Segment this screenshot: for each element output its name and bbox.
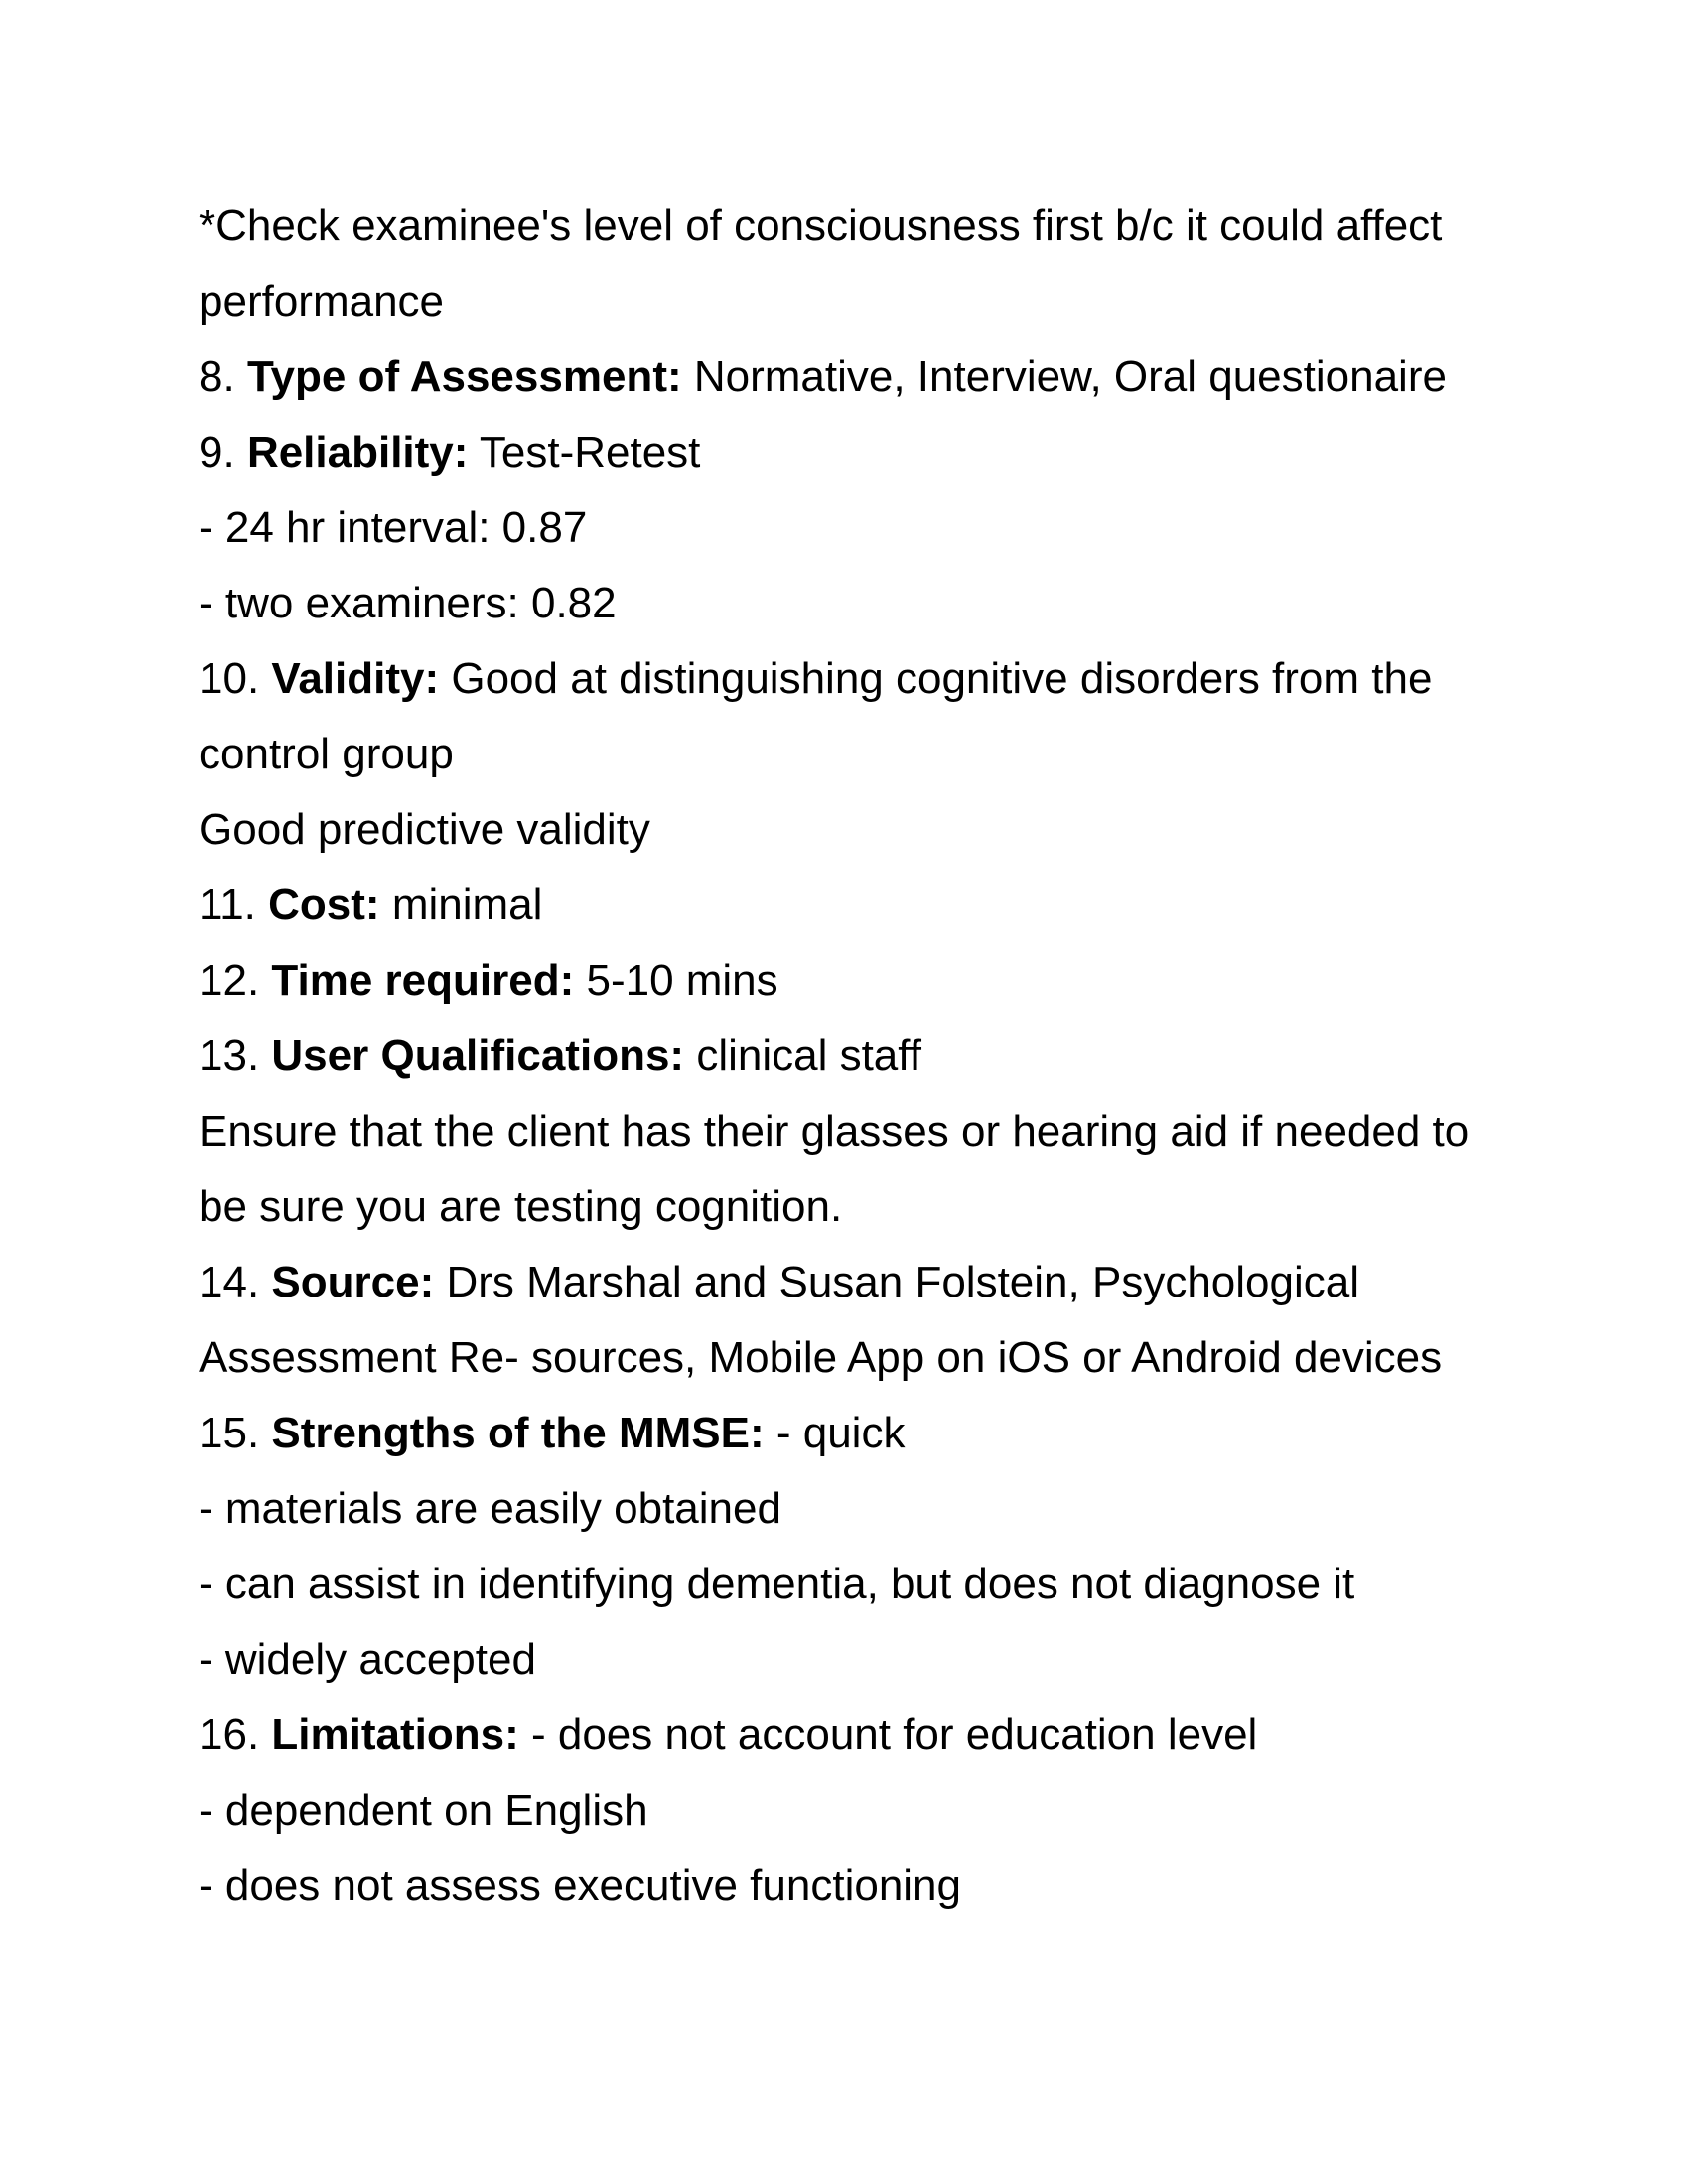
item-label: Type of Assessment:: [246, 352, 682, 401]
strength-widely-accepted: [199, 1622, 1509, 1698]
qualifications-note-line-1: [199, 1094, 1509, 1169]
item-text: Normative, Interview, Oral questionaire: [693, 352, 1447, 401]
line-text: Ensure that the client has their glasses or hearing aid if needed to: [199, 1107, 1470, 1156]
line-text: - two examiners: 0.82: [199, 579, 617, 627]
line-text: - dependent on English: [199, 1786, 648, 1835]
item-label: Strengths of the MMSE:: [271, 1409, 765, 1457]
item-number: 14.: [199, 1258, 260, 1306]
item-text: Test-Retest: [479, 428, 701, 477]
consciousness-note-line-1: [199, 189, 1509, 264]
line-text: - 24 hr interval: 0.87: [199, 503, 588, 552]
limitation-executive-functioning: [199, 1848, 1509, 1924]
validity-predictive: [199, 792, 1509, 868]
line-text: Good predictive validity: [199, 805, 650, 854]
reliability-item: [199, 415, 1509, 490]
reliability-detail-examiners: [199, 566, 1509, 641]
consciousness-note-line-2: [199, 264, 1509, 340]
strength-materials: [199, 1471, 1509, 1547]
item-number: 9.: [199, 428, 235, 477]
line-text: be sure you are testing cognition.: [199, 1182, 843, 1231]
item-number: 15.: [199, 1409, 260, 1457]
item-label: Reliability:: [246, 428, 469, 477]
item-label: User Qualifications:: [271, 1031, 685, 1080]
cost-item: [199, 868, 1509, 943]
item-label: Limitations:: [271, 1710, 519, 1759]
line-text: *Check examinee's level of consciousness first b/c it could affect: [199, 202, 1443, 250]
line-text: performance: [199, 277, 445, 326]
reliability-detail-interval: [199, 490, 1509, 566]
item-text: 5-10 mins: [586, 956, 778, 1005]
strengths-item: [199, 1396, 1509, 1471]
item-number: 12.: [199, 956, 260, 1005]
item-label: Source:: [271, 1258, 435, 1306]
validity-item: [199, 641, 1509, 717]
item-number: 10.: [199, 654, 260, 703]
type-of-assessment-item: [199, 340, 1509, 415]
item-label: Cost:: [268, 881, 380, 929]
line-text: - does not assess executive functioning: [199, 1861, 962, 1910]
item-number: 16.: [199, 1710, 260, 1759]
source-continued: [199, 1320, 1509, 1396]
qualifications-note-line-2: [199, 1169, 1509, 1245]
item-number: 11.: [199, 881, 256, 929]
line-text: control group: [199, 730, 454, 778]
line-text: Assessment Re- sources, Mobile App on iOS or Android devices: [199, 1333, 1443, 1382]
validity-continued: [199, 717, 1509, 792]
item-text: Drs Marshal and Susan Folstein, Psychological: [446, 1258, 1359, 1306]
item-text: minimal: [391, 881, 543, 929]
item-text: - quick: [775, 1409, 906, 1457]
limitations-item: [199, 1698, 1509, 1773]
line-text: - can assist in identifying dementia, but does not diagnose it: [199, 1560, 1355, 1608]
document-body: [199, 189, 1509, 1924]
item-text: Good at distinguishing cognitive disorders from the: [451, 654, 1433, 703]
item-label: Validity:: [271, 654, 440, 703]
line-text: - materials are easily obtained: [199, 1484, 781, 1533]
item-number: 13.: [199, 1031, 260, 1080]
line-text: - widely accepted: [199, 1635, 536, 1684]
item-text: clinical staff: [696, 1031, 921, 1080]
strength-dementia: [199, 1547, 1509, 1622]
time-required-item: [199, 943, 1509, 1019]
source-item: [199, 1245, 1509, 1320]
item-text: - does not account for education level: [530, 1710, 1258, 1759]
item-label: Time required:: [271, 956, 575, 1005]
user-qualifications-item: [199, 1019, 1509, 1094]
limitation-english: [199, 1773, 1509, 1848]
item-number: 8.: [199, 352, 235, 401]
